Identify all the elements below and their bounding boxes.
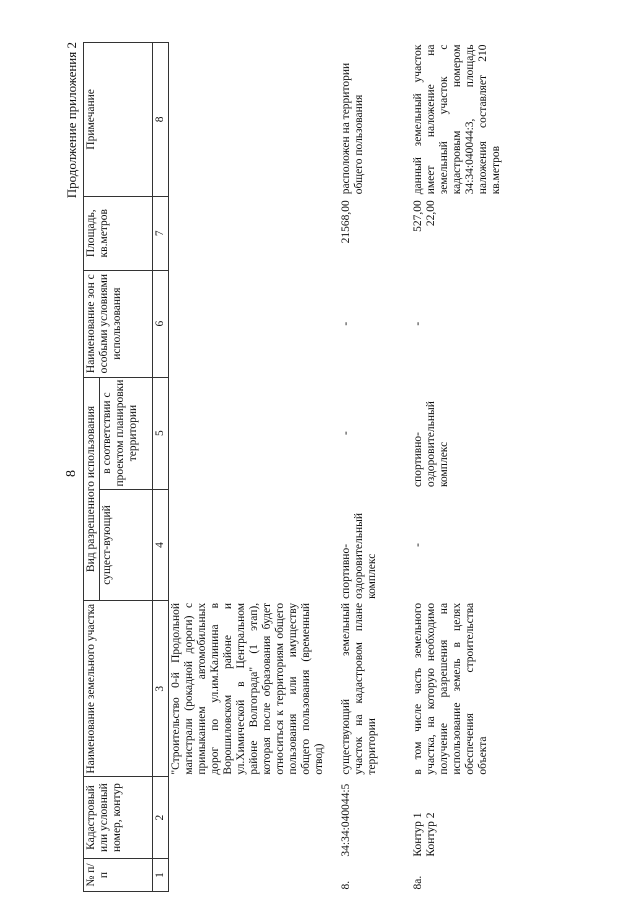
row-special-zones: - xyxy=(411,321,424,326)
row-existing-use: - xyxy=(411,543,424,547)
land-plots-table xyxy=(83,42,504,892)
row-num: 8а. xyxy=(411,875,424,890)
row-existing-use xyxy=(169,489,339,601)
row-planned-use: - xyxy=(339,431,352,435)
column-number: 6 xyxy=(153,270,169,377)
table-row xyxy=(169,43,339,892)
row-note xyxy=(169,43,339,197)
header-plot-name: Наименование земельного участка xyxy=(84,601,153,777)
table-row xyxy=(411,43,504,892)
row-num xyxy=(169,859,339,892)
column-number: 4 xyxy=(153,489,169,601)
area-value: 21568,00 xyxy=(339,200,352,244)
column-number: 3 xyxy=(153,601,169,777)
row-note: данный земельный участок имеет наложение на земельный участок с кадастровым номером 34:34:040044:3, площадь наложения составляет 210 кв.метров xyxy=(411,44,502,195)
column-number: 8 xyxy=(153,43,169,197)
header-num: № п/п xyxy=(84,859,153,892)
row-area xyxy=(169,196,339,270)
row-existing-use: спортивно-оздоровительный комплекс xyxy=(339,513,378,599)
area-value: 527,00 xyxy=(411,200,424,232)
header-special-zones: Наименование зон с особыми условиями использования xyxy=(84,270,153,377)
row-special-zones xyxy=(169,270,339,377)
row-num: 8. xyxy=(339,880,352,890)
column-number: 2 xyxy=(153,777,169,859)
column-number: 5 xyxy=(153,377,169,489)
rotated-page xyxy=(63,42,563,892)
column-number: 1 xyxy=(153,859,169,892)
header-cadastral: Кадастровый или условный номер, контур xyxy=(84,777,153,859)
header-existing-use: сущест-вующий xyxy=(100,489,153,601)
row-plot-name: в том числе часть земельного участка, на которую необходимо получение разрешения на использование земель в целях обеспечения строительства объекта xyxy=(411,602,489,775)
header-area: Площадь, кв.метров xyxy=(84,196,153,270)
row-note: расположен на территории общего пользования xyxy=(339,62,365,195)
row-cadastral: Контур 1 Контур 2 xyxy=(411,812,437,857)
table-row xyxy=(339,43,411,892)
row-cadastral xyxy=(169,777,339,859)
row-planned-use xyxy=(169,377,339,489)
row-special-zones: - xyxy=(339,321,352,326)
row-planned-use: спортивно-оздоровительный комплекс xyxy=(411,401,450,488)
header-note: Примечание xyxy=(84,43,153,197)
column-number-row xyxy=(153,43,169,892)
table-header xyxy=(84,43,169,892)
row-cadastral: 34:34:040044:5 xyxy=(339,783,352,857)
row-area xyxy=(339,196,411,270)
header-planned-use: в соответствии с проектом планировки территории xyxy=(100,377,153,489)
column-number: 7 xyxy=(153,196,169,270)
area-value: 22,00 xyxy=(424,200,437,227)
row-area xyxy=(411,196,504,270)
row-plot-name: существующий земельный участок на кадастровом плане территории xyxy=(339,602,378,775)
page-number: 8 xyxy=(64,470,79,477)
row-plot-name: "Строительство 0-й Продольной магистрали (рокадной дороги) с примыканием автомобильных дорог по ул.им.Калинина в Ворошиловском районе и ул.Химической в Центральном районе Волгограда" (1 этап), которая после образования будет относиться к территориям общего пользования или имуществу общего пользования (временный отвод) xyxy=(170,602,325,775)
appendix-continuation-note: Продолжение приложения 2 xyxy=(64,42,79,199)
header-permitted-use: Вид разрешенного использования xyxy=(84,377,100,601)
